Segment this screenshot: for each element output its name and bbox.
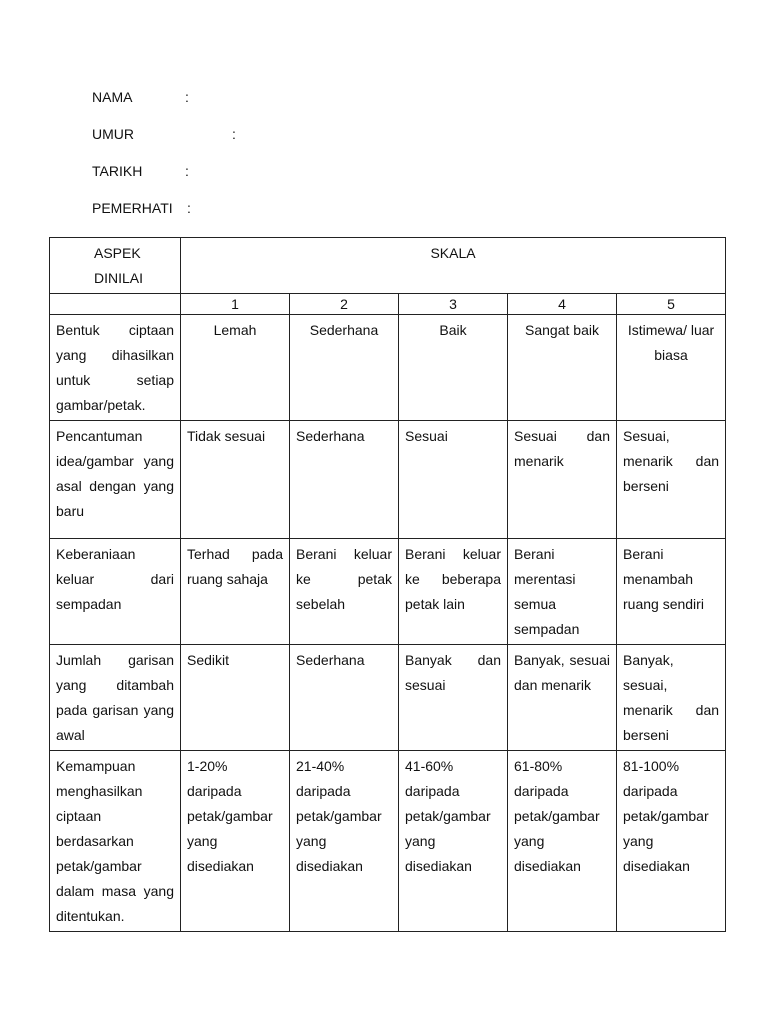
field-colon-pemerhati: : (187, 200, 191, 216)
scale-cell: 21-40% daripada petak/gambar yang disediakan (290, 751, 399, 932)
field-colon-umur: : (232, 126, 236, 142)
scale-cell: Sederhana (290, 421, 399, 539)
aspect-cell: Jumlah garisan yang ditambah pada garisan yang awal (50, 645, 181, 751)
aspect-cell: Kemampuan menghasilkan ciptaan berdasarkan petak/gambar dalam masa yang ditentukan. (50, 751, 181, 932)
field-colon-tarikh: : (185, 163, 189, 179)
scale-cell: Istimewa/ luar biasa (617, 315, 726, 421)
scale-cell: 61-80% daripada petak/gambar yang disediakan (508, 751, 617, 932)
scale-cell: 41-60% daripada petak/gambar yang disediakan (399, 751, 508, 932)
scale-cell: Banyak dan sesuai (399, 645, 508, 751)
scale-cell: Baik (399, 315, 508, 421)
scale-cell: Sederhana (290, 645, 399, 751)
scale-cell: Lemah (181, 315, 290, 421)
field-label-nama: NAMA (92, 89, 133, 105)
scale-cell: Sesuai, menarik dan berseni (617, 421, 726, 539)
scale-cell: Sedikit (181, 645, 290, 751)
header-row (50, 238, 726, 294)
scale-cell: Banyak, sesuai, menarik dan berseni (617, 645, 726, 751)
aspect-cell: Keberaniaan keluar dari sempadan (50, 539, 181, 645)
field-colon-nama: : (185, 89, 189, 105)
aspect-cell: Pencantuman idea/gambar yang asal dengan yang baru (50, 421, 181, 539)
scale-cell: Berani menambah ruang sendiri (617, 539, 726, 645)
field-label-umur: UMUR (92, 126, 134, 142)
scale-number: 5 (617, 294, 726, 315)
aspect-header: ASPEK DINILAI (50, 238, 181, 294)
scale-number-row (50, 294, 726, 315)
scale-cell: Terhad pada ruang sahaja (181, 539, 290, 645)
scale-cell: Sesuai dan menarik (508, 421, 617, 539)
scale-cell: 81-100% daripada petak/gambar yang disediakan (617, 751, 726, 932)
field-label-pemerhati: PEMERHATI (92, 200, 173, 216)
scale-cell: Berani merentasi semua sempadan (508, 539, 617, 645)
rubric-table (49, 237, 726, 932)
table-row (50, 645, 726, 751)
scale-header: SKALA (181, 238, 726, 294)
scale-cell: Berani keluar ke petak sebelah (290, 539, 399, 645)
field-label-tarikh: TARIKH (92, 163, 143, 179)
scale-cell: Berani keluar ke beberapa petak lain (399, 539, 508, 645)
scale-number: 4 (508, 294, 617, 315)
scale-cell: Sederhana (290, 315, 399, 421)
scale-number: 1 (181, 294, 290, 315)
scale-cell: 1-20% daripada petak/gambar yang disediakan (181, 751, 290, 932)
table-row (50, 315, 726, 421)
table-row (50, 421, 726, 539)
scale-cell: Tidak sesuai (181, 421, 290, 539)
scale-number-blank (50, 294, 181, 315)
scale-number: 3 (399, 294, 508, 315)
scale-cell: Sesuai (399, 421, 508, 539)
table-row (50, 751, 726, 932)
table-row (50, 539, 726, 645)
scale-cell: Banyak, sesuai dan menarik (508, 645, 617, 751)
scale-number: 2 (290, 294, 399, 315)
scale-cell: Sangat baik (508, 315, 617, 421)
aspect-cell: Bentuk ciptaan yang dihasilkan untuk setiap gambar/petak. (50, 315, 181, 421)
